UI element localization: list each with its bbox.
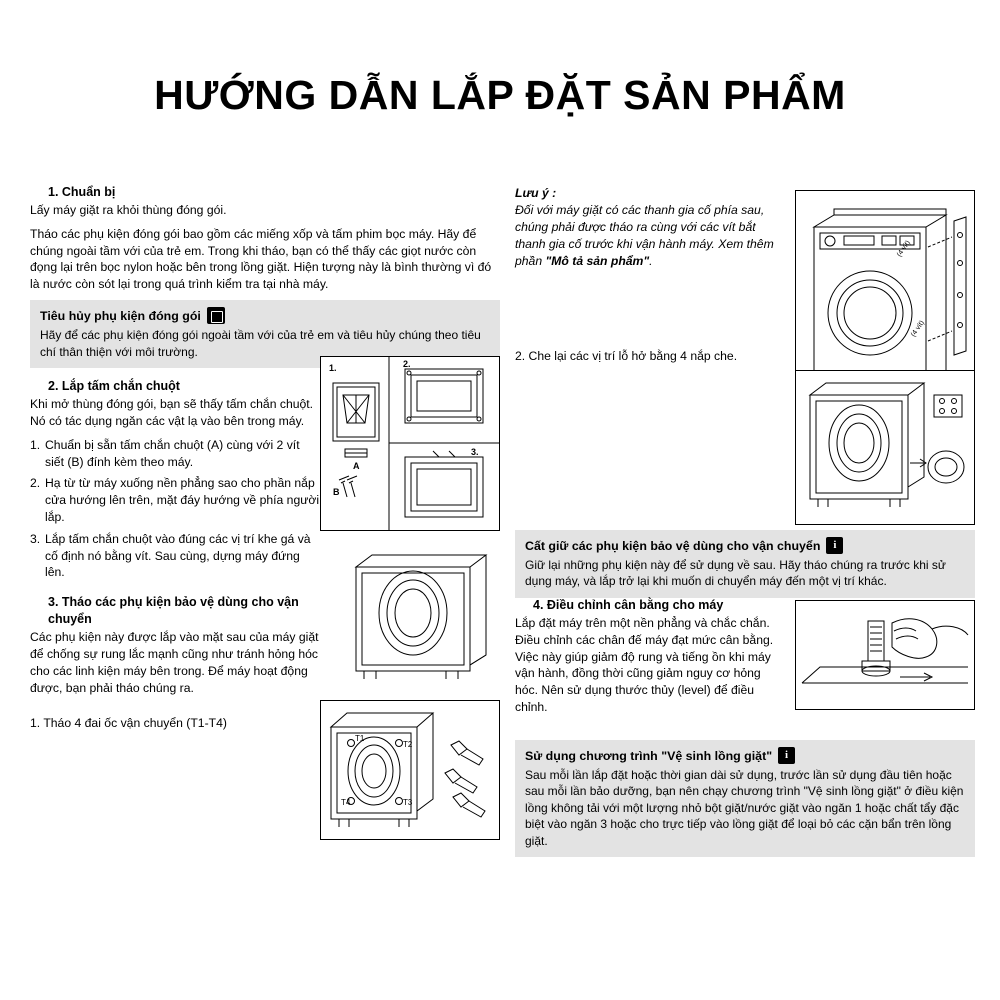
note-text-bold: "Mô tả sản phẩm" — [545, 254, 650, 269]
section-2-heading: 2. Lắp tấm chắn chuột — [48, 379, 180, 394]
figure-label-screws-1: (4 vít) — [895, 239, 912, 259]
figure-label-t2: T2 — [403, 740, 413, 749]
figure-washer-rear — [342, 545, 502, 690]
section-1-paragraph-1: Lấy máy giặt ra khỏi thùng đóng gói. — [30, 203, 227, 217]
figure-transport-bolts-svg — [321, 701, 499, 839]
list-item — [30, 531, 320, 581]
figure-label-3: 3. — [471, 447, 479, 457]
section-1-paragraph-2: Tháo các phụ kiện đóng gói bao gồm các miếng xốp và tấm phim bọc máy. Hãy để chúng ngoài tầm với của trẻ em. Trong khi tháo, bạn có thể thấy các giọt nước còn đọng lại trên bọc nylon hoặc bên trong lồng giặt. Hiện tượng này là bình thường vì đó là nước còn sót lại trong quá trình kiểm tra tại nhà máy. — [30, 226, 492, 292]
figure-label-screws-2: (4 vít) — [909, 319, 926, 339]
note-text-after: . — [649, 254, 653, 269]
figure-label-t3: T3 — [403, 798, 413, 807]
section-3-heading-line2: chuyển — [48, 612, 92, 627]
section-2-steps — [30, 437, 320, 582]
step-2-cover-holes: 2. Che lại các vị trí lỗ hở bằng 4 nắp che. — [515, 349, 738, 364]
figure-washer-rear-svg — [342, 545, 500, 688]
callout-keep-title: Cất giữ các phụ kiện bảo vệ dùng cho vận chuyển — [525, 538, 821, 553]
section-3-heading-line1: 3. Tháo các phụ kiện bảo vệ dùng cho vận — [48, 595, 299, 610]
page-title: HƯỚNG DẪN LẮP ĐẶT SẢN PHẨM — [154, 72, 846, 118]
figure-mouse-guard — [320, 356, 500, 531]
callout-keep-title-row — [525, 537, 965, 554]
callout-drum-clean-title-row — [525, 747, 965, 764]
figure-transport-bolts — [320, 700, 500, 840]
figure-leveling-feet — [795, 600, 975, 710]
note-text — [515, 202, 785, 270]
figure-mouse-guard-svg — [321, 357, 499, 530]
figure-label-1: 1. — [329, 363, 337, 373]
list-item-text: Chuẩn bị sẵn tấm chắn chuột (A) cùng với 2 vít siết (B) đính kèm theo máy. — [45, 437, 300, 469]
figure-cover-caps — [795, 370, 975, 525]
list-item-text: Lắp tấm chắn chuột vào đúng các vị trí khe gá và cố định nó bằng vít. Sau cùng, dựng máy đứng lên. — [45, 531, 311, 580]
section-2-paragraph: Khi mở thùng đóng gói, bạn sẽ thấy tấm chắn chuột. Nó có tác dụng ngăn các vật lạ vào bên trong máy. — [30, 397, 314, 428]
section-4-heading: 4. Điều chỉnh cân bằng cho máy — [533, 598, 724, 612]
note-text-before: Đối với máy giặt có các thanh gia cố phía sau, chúng phải được tháo ra cùng với các vít bắt thanh gia cố trước khi vận hành máy. Xem thêm phần — [515, 203, 774, 269]
info-icon: i — [778, 747, 795, 764]
section-3-step-1: 1. Tháo 4 đai ốc vận chuyển (T1-T4) — [30, 715, 227, 730]
list-item-number: 2. — [30, 476, 41, 491]
info-icon: i — [826, 537, 843, 554]
list-item — [30, 475, 320, 525]
list-item-text: Hạ từ từ máy xuống nền phẳng sao cho phần nắp cửa hướng lên trên, mặt đáy hướng về phía người lắp. — [45, 476, 320, 524]
section-4-paragraph: Lắp đặt máy trên một nền phẳng và chắc chắn. Điều chỉnh các chân đế máy đạt mức cân bằng. Việc này giúp giảm độ rung và tiếng ồn khi máy vận hành, đồng thời cũng giảm nguy cơ hỏng hóc. Nên sử dụng thước thủy (level) để điều chỉnh. — [515, 616, 774, 715]
section-3-paragraph: Các phụ kiện này được lắp vào mặt sau của máy giặt để chống sự rung lắc mạnh cũng như tránh hỏng hóc cho các linh kiện máy bên trong. Để máy hoạt động được, bạn phải tháo chúng ra. — [30, 630, 319, 695]
figure-leveling-feet-svg — [796, 601, 974, 709]
figure-label-b: B — [333, 487, 340, 497]
figure-label-2: 2. — [403, 359, 411, 369]
list-item-number: 1. — [30, 437, 41, 452]
callout-packaging-title: Tiêu hủy phụ kiện đóng gói — [40, 308, 201, 323]
figure-label-t4: T4 — [341, 798, 351, 807]
list-item — [30, 437, 320, 471]
callout-packaging-title-row — [40, 307, 490, 324]
figure-cover-caps-svg — [796, 371, 974, 524]
callout-keep-text: Giữ lại những phụ kiện này để sử dụng về sau. Hãy tháo chúng ra trước khi sử dụng máy, và lắp trở lại khi muốn di chuyển máy đến một vị trí khác. — [525, 558, 946, 589]
callout-drum-clean-title: Sử dụng chương trình "Vệ sinh lồng giặt" — [525, 748, 773, 763]
figure-label-a: A — [353, 461, 360, 471]
callout-drum-clean — [515, 740, 975, 857]
trash-bin-icon — [207, 307, 225, 324]
list-item-number: 3. — [30, 531, 41, 546]
callout-packaging-text: Hãy để các phụ kiện đóng gói ngoài tầm với của trẻ em và tiêu hủy chúng theo tiêu chí thân thiện với môi trường. — [40, 328, 481, 359]
note-title: Lưu ý : — [515, 186, 557, 200]
figure-label-t1: T1 — [355, 734, 365, 743]
section-1-heading: 1. Chuẩn bị — [48, 185, 116, 199]
callout-keep-transport-parts — [515, 530, 975, 598]
callout-drum-clean-text: Sau mỗi lần lắp đặt hoặc thời gian dài sử dụng, trước lần sử dụng đầu tiên hoặc sau mỗi lần bảo dưỡng, bạn nên chạy chương trình "Vệ sinh lồng giặt" ở điều kiện lồng không tải với một lượng nhỏ bột giặt/nước giặt vào ngăn 1 hoặc chất tẩy đặc biệt vào ngăn 3 hoặc cho trực tiếp vào lồng giặt để loại bỏ các cặn bẩn trên lồng giặt. — [525, 768, 964, 848]
